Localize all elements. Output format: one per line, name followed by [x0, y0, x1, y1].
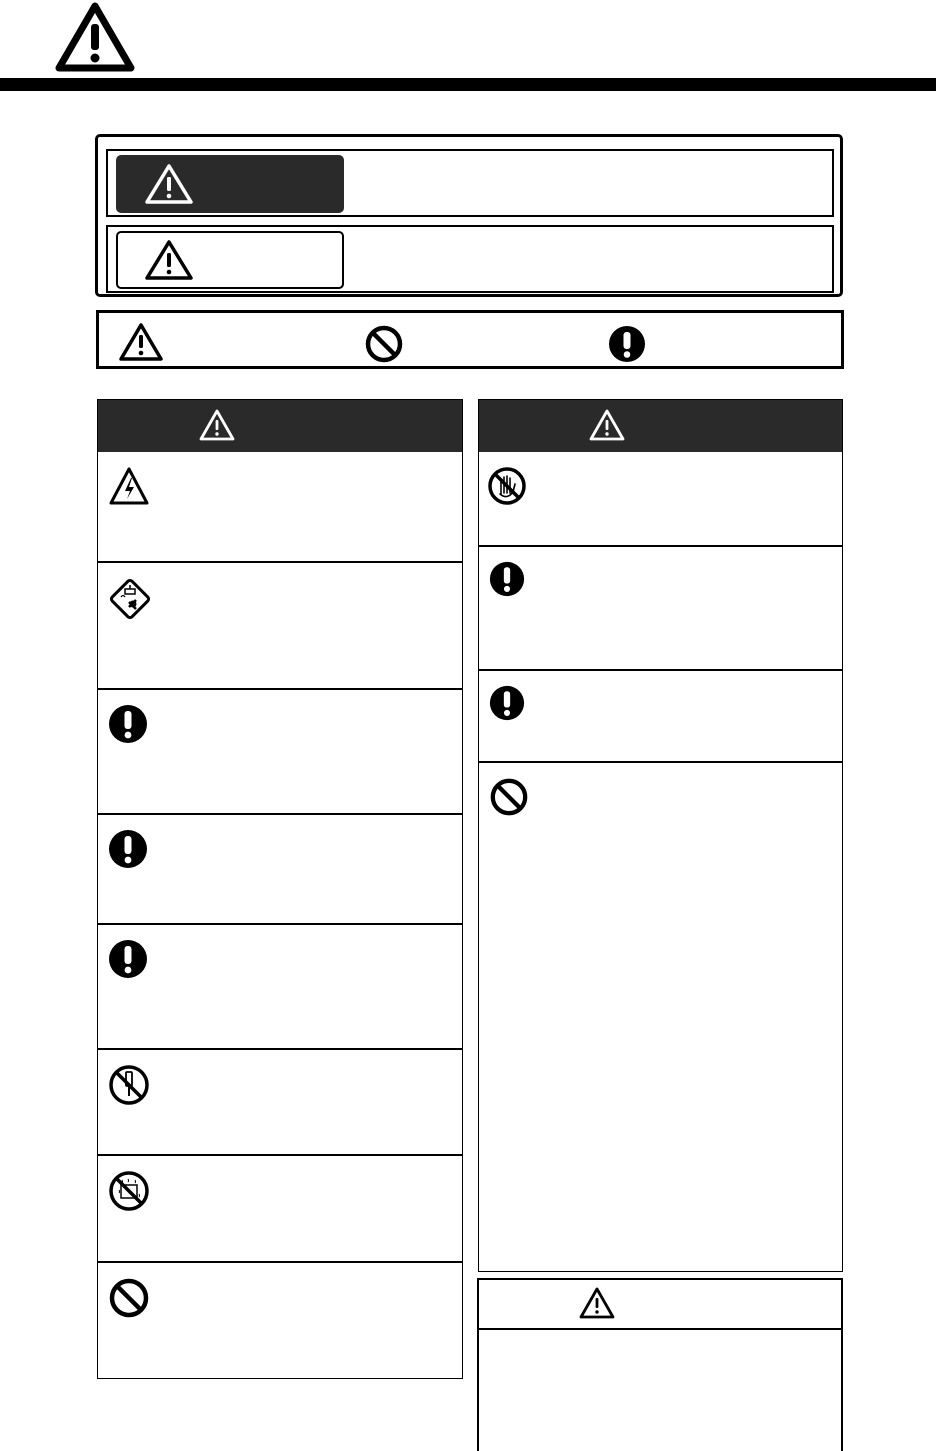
warning-triangle-icon [199, 409, 235, 441]
mandatory-action-icon [108, 704, 148, 744]
electric-shock-icon [108, 466, 150, 506]
warning-triangle-icon [144, 239, 194, 281]
warning-label-box [116, 155, 344, 213]
list-item [479, 452, 842, 547]
warning-triangle-icon [589, 409, 625, 441]
legend-row-caution [106, 225, 834, 293]
caution-column [477, 1278, 843, 1451]
list-item [98, 1156, 462, 1263]
prohibition-icon [489, 777, 529, 817]
prohibition-icon [108, 1277, 150, 1319]
warning-column-header [98, 400, 462, 452]
mandatory-action-icon [108, 829, 148, 869]
mandatory-action-icon [489, 685, 525, 721]
warning-column-header [479, 400, 842, 452]
warning-triangle-icon [144, 163, 194, 205]
list-item [479, 763, 842, 1271]
list-item [479, 547, 842, 671]
mandatory-action-icon [607, 324, 647, 364]
do-not-touch-icon [487, 466, 527, 506]
prohibition-icon [364, 324, 404, 364]
list-item [98, 452, 462, 563]
list-item [98, 690, 462, 815]
signal-word-legend [95, 134, 843, 297]
warning-triangle-icon [118, 322, 164, 362]
do-not-disassemble-icon [108, 1064, 150, 1106]
mandatory-action-icon [108, 939, 148, 979]
mandatory-action-icon [489, 561, 525, 597]
symbol-legend [96, 310, 844, 369]
list-item [98, 1263, 462, 1378]
warning-column-left [97, 399, 463, 1379]
caution-column-header [479, 1280, 841, 1330]
list-item [98, 1050, 462, 1156]
list-item [98, 925, 462, 1050]
warning-triangle-icon [579, 1287, 615, 1319]
radiation-hazard-icon [108, 577, 152, 621]
warning-column-right [478, 399, 843, 1272]
list-item [98, 563, 462, 690]
no-water-icon [108, 1170, 150, 1212]
caution-label-box [116, 231, 344, 289]
list-item [479, 671, 842, 763]
list-item [98, 815, 462, 925]
header-rule [0, 78, 936, 91]
legend-row-warning [106, 149, 834, 217]
header-warning-icon [55, 2, 135, 72]
